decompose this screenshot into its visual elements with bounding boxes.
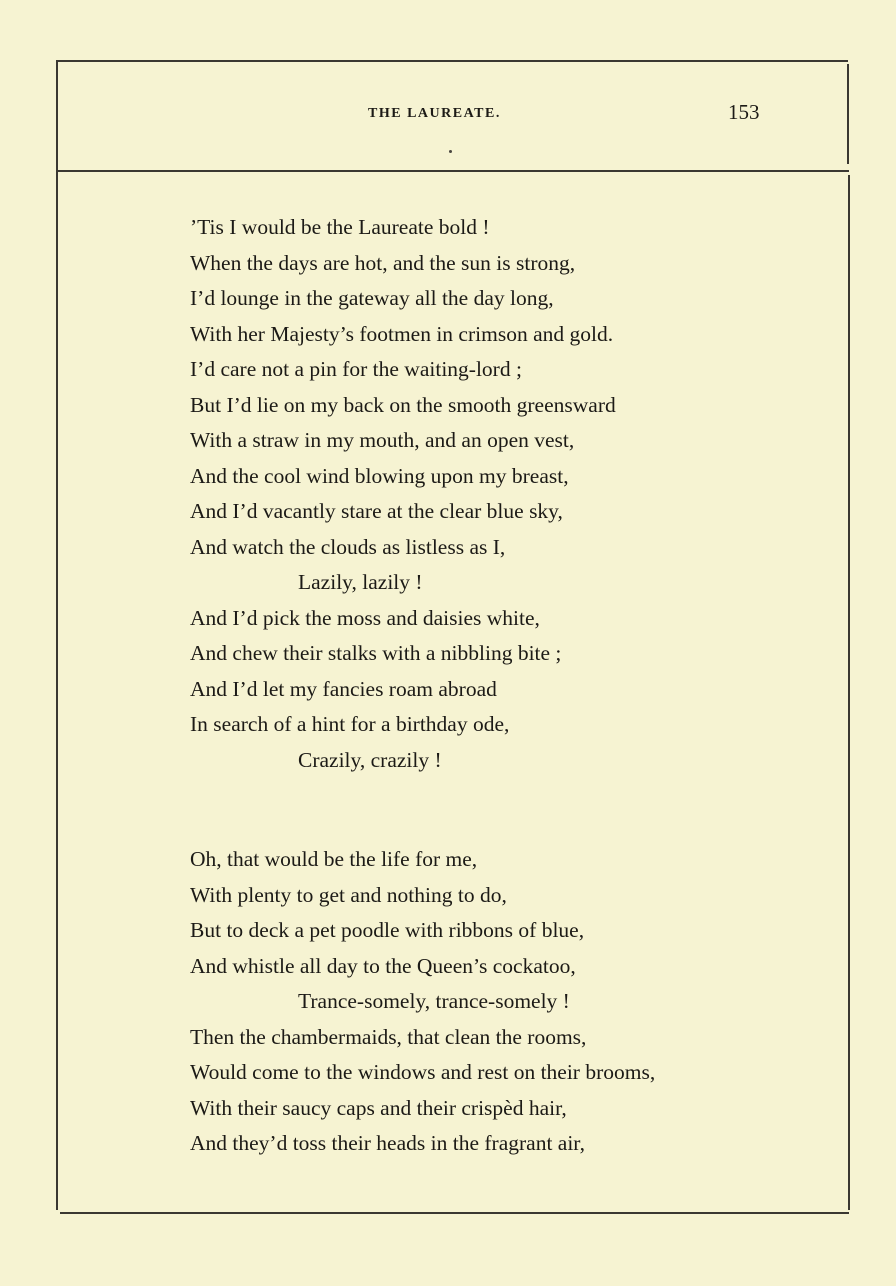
poem-line: And they’d toss their heads in the fragrant air, <box>190 1131 585 1155</box>
header-left-rule <box>56 60 58 170</box>
poem-line: And I’d pick the moss and daisies white, <box>190 605 540 630</box>
poem-line: When the days are hot, and the sun is strong, <box>190 250 576 275</box>
poem-line: And the cool wind blowing upon my breast, <box>190 463 569 488</box>
poem-line: And watch the clouds as listless as I, <box>190 534 506 559</box>
poem-line: With plenty to get and nothing to do, <box>190 882 507 907</box>
bottom-border-rule <box>60 1212 849 1214</box>
page-number: 153 <box>728 100 760 124</box>
body-left-rule <box>56 170 58 1210</box>
poem-line: And chew their stalks with a nibbling bite ; <box>190 641 562 665</box>
header-bottom-rule <box>56 170 849 172</box>
ink-speck <box>449 150 452 153</box>
poem-line: Oh, that would be the life for me, <box>190 847 478 871</box>
poem-line: In search of a hint for a birthday ode, <box>190 712 510 736</box>
poem-line: And I’d vacantly stare at the clear blue sky, <box>190 499 563 523</box>
poem-refrain-line: Trance-somely, trance-somely ! <box>298 989 570 1013</box>
poem-line: But to deck a pet poodle with ribbons of blue, <box>190 918 585 942</box>
top-border-rule <box>56 60 848 62</box>
poem-line: I’d care not a pin for the waiting-lord ; <box>190 357 522 381</box>
header-right-rule <box>847 64 849 164</box>
poem-line: With a straw in my mouth, and an open vest, <box>190 428 575 452</box>
poem-line: Would come to the windows and rest on their brooms, <box>190 1060 656 1084</box>
poem-line: With their saucy caps and their crispèd hair, <box>190 1095 567 1120</box>
poem-line: And whistle all day to the Queen’s cockatoo, <box>190 953 576 978</box>
poem-refrain-line: Lazily, lazily ! <box>298 570 423 594</box>
poem-line: With her Majesty’s footmen in crimson and gold. <box>190 321 614 346</box>
poem-line: Then the chambermaids, that clean the rooms, <box>190 1024 587 1049</box>
poem-line: ’Tis I would be the Laureate bold ! <box>190 215 490 239</box>
poem-line: And I’d let my fancies roam abroad <box>190 676 497 701</box>
running-header-title: THE LAUREATE. <box>368 106 501 121</box>
poem-stanza-2 <box>190 842 655 1162</box>
body-right-rule <box>848 175 850 1210</box>
poem-line: I’d lounge in the gateway all the day long, <box>190 286 554 310</box>
poem-refrain-line: Crazily, crazily ! <box>298 747 442 772</box>
poem-line: But I’d lie on my back on the smooth greensward <box>190 392 616 417</box>
poem-stanza-1 <box>190 210 616 778</box>
